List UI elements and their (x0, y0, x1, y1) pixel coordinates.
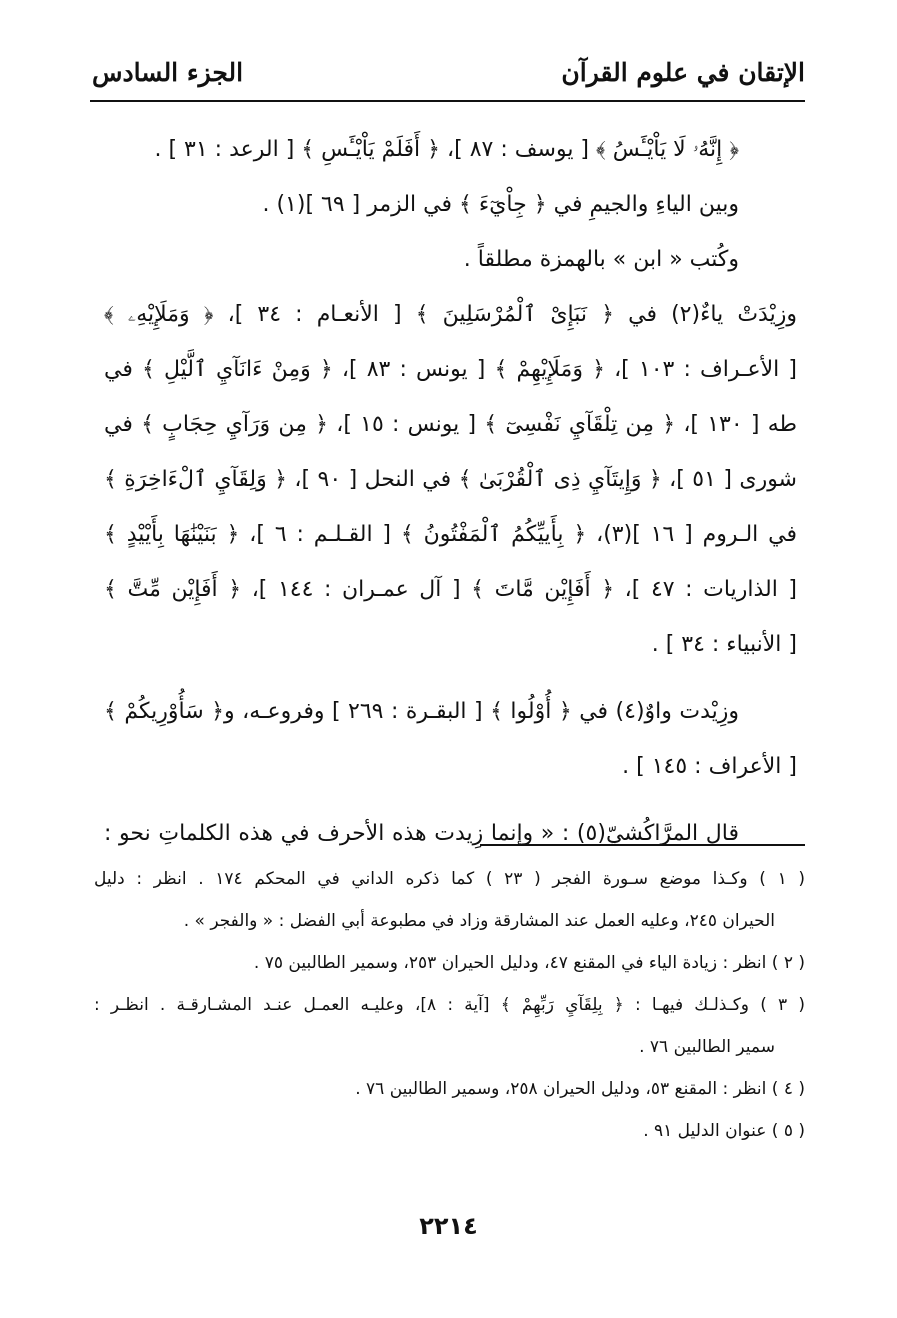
footnote-line: ( ٣ ) وكـذلـك فيهـا : ﴿ بِلِقَآيِ رَبِّهِمْ ﴾ [آية : ٨]، وعليـه العمـل عنـد المشـارقـة . انظـر : (94, 995, 805, 1015)
footnotes (94, 858, 805, 1152)
footnote-line: ( ١ ) وكـذا موضع سـورة الفجر ( ٢٣ ) كما ذكره الداني في المحكم ١٧٤ . انظر : دليل (94, 869, 805, 889)
text-line: وكُتب « ابن » بالهمزة مطلقاً . (463, 247, 739, 272)
footnote-line: ( ٤ ) انظر : المقنع ٥٣، ودليل الحيران ٢٥٨، وسمير الطالبين ٧٦ . (355, 1079, 805, 1099)
footnote-line: سمير الطالبين ٧٦ . (639, 1037, 775, 1057)
header-divider (90, 100, 805, 102)
footnote-divider (480, 844, 805, 846)
page-number: ٢٢١٤ (419, 1212, 478, 1240)
main-text (104, 122, 797, 861)
text-line: في الـروم [ ١٦ ](٣)، ﴿ بِأَييِّكُمُ ٱلْمَفْتُونُ ﴾ [ القـلـم : ٦ ]، ﴿ بَنَيْنَٰهَا بِأَيْيْدٍ ﴾ (104, 522, 797, 547)
text-line: قال المرَّاكُشيّ(٥) : « وإنما زِيدت هذه الأحرف في هذه الكلماتِ نحو : (104, 821, 739, 846)
running-header (92, 52, 805, 96)
text-line: [ الأعراف : ١٤٥ ] . (622, 754, 797, 779)
text-line: ﴿ إِنَّهُۥ لَا يَاْيْـَٔسُ ﴾ [ يوسف : ٨٧ ]، ﴿ أَفَلَمْ يَاْيْـَٔسِ ﴾ [ الرعد : ٣١ ] . (154, 137, 739, 162)
book-title: الإتقان في علوم القرآن (561, 58, 805, 87)
text-line: [ الذاريات : ٤٧ ]، ﴿ أَفَإِيْن مَّاتَ ﴾ [ آل عمـران : ١٤٤ ]، ﴿ أَفَإِيْن مِّتَّ ﴾ (104, 577, 797, 602)
footnote-line: الحيران ٢٤٥، وعليه العمل عند المشارقة وزاد في مطبوعة أبي الفضل : « والفجر » . (183, 911, 775, 931)
text-line: وبين الياءِ والجيمِ في ﴿ جِاْيٓءَ ﴾ في الزمر [ ٦٩ ](١) . (262, 192, 739, 217)
text-line: شورى [ ٥١ ]، ﴿ وَإِيتَآيِ ذِى ٱلْقُرْبَىٰ ﴾ في النحل [ ٩٠ ]، ﴿ وَلِقَآيِ ٱلْءَاخِرَةِ ﴾ (104, 467, 797, 492)
footnote-line: ( ٢ ) انظر : زيادة الياء في المقنع ٤٧، ودليل الحيران ٢٥٣، وسمير الطالبين ٧٥ . (253, 953, 805, 973)
text-line: [ الأنبياء : ٣٤ ] . (651, 632, 797, 657)
text-line: [ الأعـراف : ١٠٣ ]، ﴿ وَمَلَإِيْهِمْ ﴾ [ يونس : ٨٣ ]، ﴿ وَمِنْ ءَانَآيِ ٱلَّيْلِ ﴾ في (104, 357, 797, 382)
text-line: وزِيْدَتْ ياءٌ(٢) في ﴿ نَبَإِىْ ٱلْمُرْسَلِينَ ﴾ [ الأنعـام : ٣٤ ]، ﴿ وَمَلَإِيْهِۦ ﴾ (104, 302, 797, 327)
part-title: الجزء السادس (92, 58, 244, 87)
text-line: طه [ ١٣٠ ]، ﴿ مِن تِلْقَآيِ نَفْسِىٓ ﴾ [ يونس : ١٥ ]، ﴿ مِن وَرَآيِ حِجَابٍ ﴾ في (104, 412, 797, 437)
footnote-line: ( ٥ ) عنوان الدليل ٩١ . (643, 1121, 805, 1141)
text-line: وزِيْدت واوٌ(٤) في ﴿ أُوْلُوا ﴾ [ البقـرة : ٢٦٩ ] وفروعـه، و﴿ سَأُوْرِيكُمْ ﴾ (104, 699, 739, 724)
